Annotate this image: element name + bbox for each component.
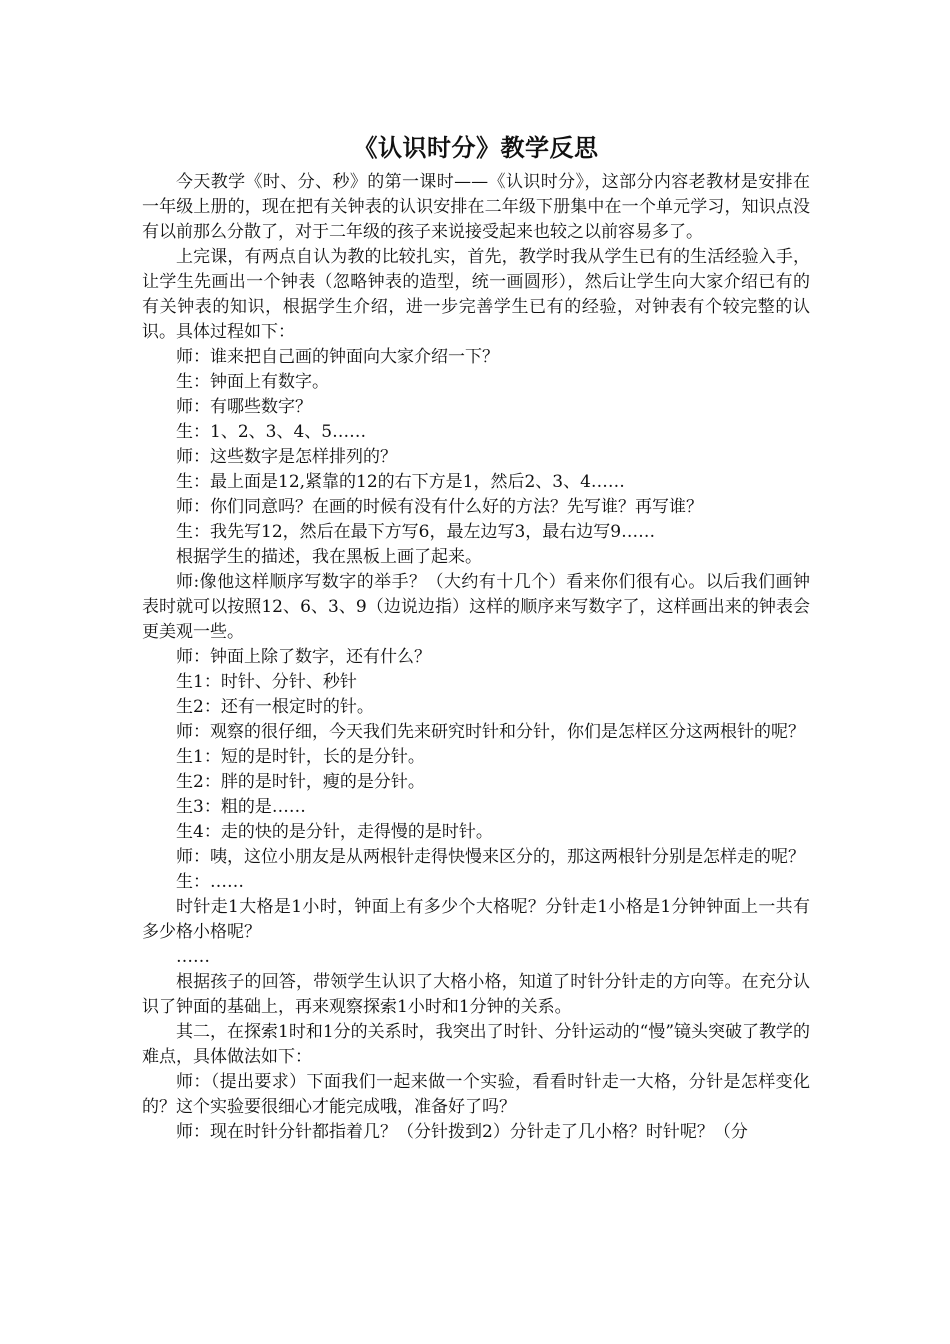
paragraph: 生2：还有一根定时的针。: [176, 697, 374, 717]
paragraph: 师:像他这样顺序写数字的举手？（大约有十几个）看来你们很有心。以后我们画钟表时就可以按照12、6、3、9（边说边指）这样的顺序来写数字了，这样画出来的钟表会更美观一些。: [142, 572, 810, 642]
paragraph: 上完课，有两点自认为教的比较扎实，首先，教学时我从学生已有的生活经验入手，让学生先画出一个钟表（忽略钟表的造型，统一画圆形），然后让学生向大家介绍已有的有关钟表的知识，根据学生介绍，进一步完善学生已有的经验，对钟表有个较完整的认识。具体过程如下：: [142, 247, 810, 342]
paragraph: 师：钟面上除了数字，还有什么？: [176, 647, 431, 667]
paragraph: 师：你们同意吗？在画的时候有没有什么好的方法？先写谁？再写谁？: [176, 497, 703, 517]
paragraph: 生：1、2、3、4、5……: [176, 422, 367, 442]
paragraph: 生1：短的是时针，长的是分针。: [176, 747, 425, 767]
paragraph: 师：这些数字是怎样排列的？: [176, 447, 397, 467]
paragraph: 师：谁来把自己画的钟面向大家介绍一下？: [176, 347, 499, 367]
paragraph: 生：最上面是12,紧靠的12的右下方是1，然后2、3、4……: [176, 472, 625, 492]
paragraph: 生：……: [176, 872, 244, 892]
document-body: [142, 128, 810, 1145]
paragraph: 师：有哪些数字？: [176, 397, 312, 417]
paragraph: 师：现在时针分针都指着几？（分针拨到2）分针走了几小格？时针呢？（分: [176, 1122, 748, 1142]
paragraph: 生4：走的快的是分针，走得慢的是时针。: [176, 822, 493, 842]
paragraph: 其二，在探索1时和1分的关系时，我突出了时针、分针运动的“慢”镜头突破了教学的难点，具体做法如下：: [142, 1022, 811, 1067]
paragraph: 生3：粗的是……: [176, 797, 306, 817]
paragraph: 根据孩子的回答，带领学生认识了大格小格，知道了时针分针走的方向等。在充分认识了钟面的基础上，再来观察探索1小时和1分钟的关系。: [142, 972, 810, 1017]
paragraph: 根据学生的描述，我在黑板上画了起来。: [176, 547, 482, 567]
paragraph: 生：钟面上有数字。: [176, 372, 329, 392]
document-title: 《认识时分》教学反思: [353, 134, 599, 162]
paragraph: 生1：时针、分针、秒针: [176, 672, 357, 692]
paragraph: 师：观察的很仔细，今天我们先来研究时针和分针，你们是怎样区分这两根针的呢？: [176, 722, 805, 742]
paragraph: 师：咦，这位小朋友是从两根针走得快慢来区分的，那这两根针分别是怎样走的呢？: [176, 847, 805, 867]
paragraph: 时针走1大格是1小时，钟面上有多少个大格呢？分针走1小格是1分钟钟面上一共有多少格小格呢？: [142, 897, 810, 942]
paragraph: 生2：胖的是时针，瘦的是分针。: [176, 772, 425, 792]
document-text: [142, 170, 810, 1145]
paragraph: 师：（提出要求）下面我们一起来做一个实验，看看时针走一大格，分针是怎样变化的？这个实验要很细心才能完成哦，准备好了吗？: [142, 1072, 810, 1117]
paragraph: 今天教学《时、分、秒》的第一课时——《认识时分》，这部分内容老教材是安排在一年级上册的，现在把有关钟表的认识安排在二年级下册集中在一个单元学习，知识点没有以前那么分散了，对于二年级的孩子来说接受起来也较之以前容易多了。: [142, 172, 810, 242]
paragraph: 生：我先写12，然后在最下方写6，最左边写3，最右边写9……: [176, 522, 656, 542]
paragraph: ……: [176, 947, 210, 967]
